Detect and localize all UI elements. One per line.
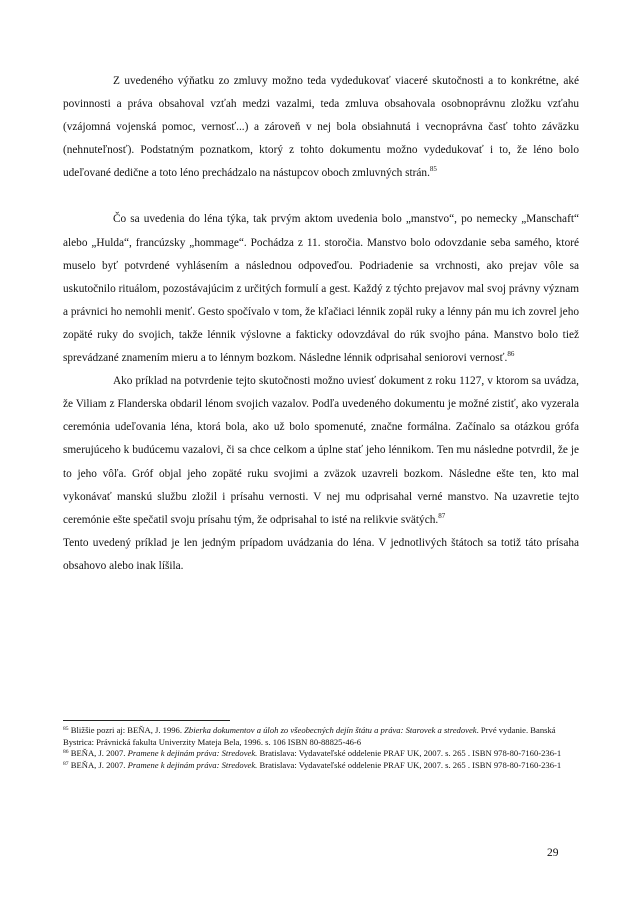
footnote-86: [63, 748, 563, 760]
paragraph-1-text: Z uvedeného výňatku zo zmluvy možno teda vydedukovať viaceré skutočnosti a to konkrétne, aké povinnosti a práva obsahoval vzťah medzi vazalmi, teda zmluva obsahovala osobnoprávnu zložku vzťahu (vzájomná vojenská pomoc, vernosť...) a zároveň v nej bola obsiahnutá i vecnoprávna časť tohto záväzku (nehnuteľnosť). Podstatným poznatkom, ktorý z tohto dokumentu možno vydedukovať i to, že léno bolo udeľované dedične a toto léno prechádzalo na nástupcov oboch zmluvných strán.: [63, 75, 579, 180]
footnote-ref-86: 86: [507, 350, 515, 359]
paragraph-3-text: Ako príklad na potvrdenie tejto skutočnosti možno uviesť dokument z roku 1127, v ktorom sa uvádza, že Viliam z Flanderska obdaril lénom svojich vazalov. Podľa uvedeného dokumentu je možné zistiť, ako vyzerala ceremónia udeľovania léna, ktorá bola, ako už bolo spomenuté, značne formálna. Začínalo sa otázkou grófa smerujúceho k budúcemu vazalovi, či sa chce celkom a úplne stať jeho lénnikom. Ten mu následne potvrdil, že je to jeho vôľa. Gróf objal jeho zopäté ruku svojimi a zväzok uzavreli bozkom. Následne ešte ten, kto mal vykonávať manskú službu zložil i prísahu vernosti. V nej mu odprisahal verné manstvo. Na uzavretie tejto ceremónie ešte spečatil svoju prísahu tým, že odprisahal to isté na relikvie svätých.: [63, 375, 579, 526]
footnote-85: [63, 725, 563, 748]
paragraph-4: [63, 532, 579, 578]
footnote-87: [63, 760, 563, 772]
footnote-ref-85: 85: [429, 165, 437, 174]
footnote-text-before: BEŇA, J. 2007.: [70, 760, 128, 771]
footnote-ref-87: 87: [438, 511, 446, 520]
footnote-number: 87: [63, 761, 69, 768]
paragraph-1: [63, 70, 579, 185]
footnote-number: 86: [63, 749, 69, 756]
paragraph-gap: [63, 185, 579, 208]
paragraph-4-text: Tento uvedený príklad je len jedným prípadom uvádzania do léna. V jednotlivých štátoch sa totiž táto prísaha obsahovo alebo inak líšila.: [63, 536, 579, 572]
footnote-title: Pramene k dejinám práva: Stredovek.: [127, 748, 258, 759]
footnote-separator: [63, 720, 230, 721]
footnotes: [63, 725, 563, 772]
page-number: 29: [547, 847, 559, 859]
footnote-text-before: BEŇA, J. 2007.: [70, 748, 128, 759]
body-text: [63, 70, 579, 578]
paragraph-2: [63, 208, 579, 370]
paragraph-2-text: Čo sa uvedenia do léna týka, tak prvým aktom uvedenia bolo „manstvo“, po nemecky „Manschaft“ alebo „Hulda“, francúzsky „hommage“. Pochádza z 11. storočia. Manstvo bolo odovzdanie seba samého, ktoré muselo byť potvrdené vyhlásením a následnou odpoveďou. Podriadenie sa vrchnosti, ako prejav vôle sa uskutočnilo rituálom, pozostávajúcim z určitých formulí a gest. Každý z týchto prejavov mal svoj právny význam a právnici ho nemohli meniť. Gesto spočívalo v tom, že kľačiaci lénnik zopäl ruky a lénny pán mu ich zovrel jeho zopäté ruky do svojich, takže lénnik výslovne a fakticky odovzdával do rúk svojho pána. Manstvo bolo tiež sprevádzané znamením mieru a to lénnym bozkom. Následne lénnik odprisahal seniorovi vernosť.: [63, 213, 579, 365]
paragraph-3: [63, 370, 579, 532]
footnote-text-after: Bratislava: Vydavateľské oddelenie PRAF UK, 2007. s. 265 . ISBN 978-80-7160-236-1: [257, 760, 562, 771]
footnote-text-after: . Prvé vydanie. Banská Bystrica: Právnická fakulta Univerzity Mateja Bela, 1996. s. 106 ISBN 80-88825-46-6: [63, 725, 556, 747]
footnote-title: Zbierka dokumentov a úloh zo všeobecných dejín štátu a práva: Starovek a stredovek: [184, 725, 477, 735]
footnote-text-after: Bratislava: Vydavateľské oddelenie PRAF UK, 2007. s. 265 . ISBN 978-80-7160-236-1: [257, 748, 562, 759]
footnote-text-before: Bližšie pozri aj: BEŇA, J. 1996.: [70, 725, 185, 735]
footnote-title: Pramene k dejinám práva: Stredovek.: [127, 760, 258, 771]
footnote-number: 85: [63, 726, 69, 732]
